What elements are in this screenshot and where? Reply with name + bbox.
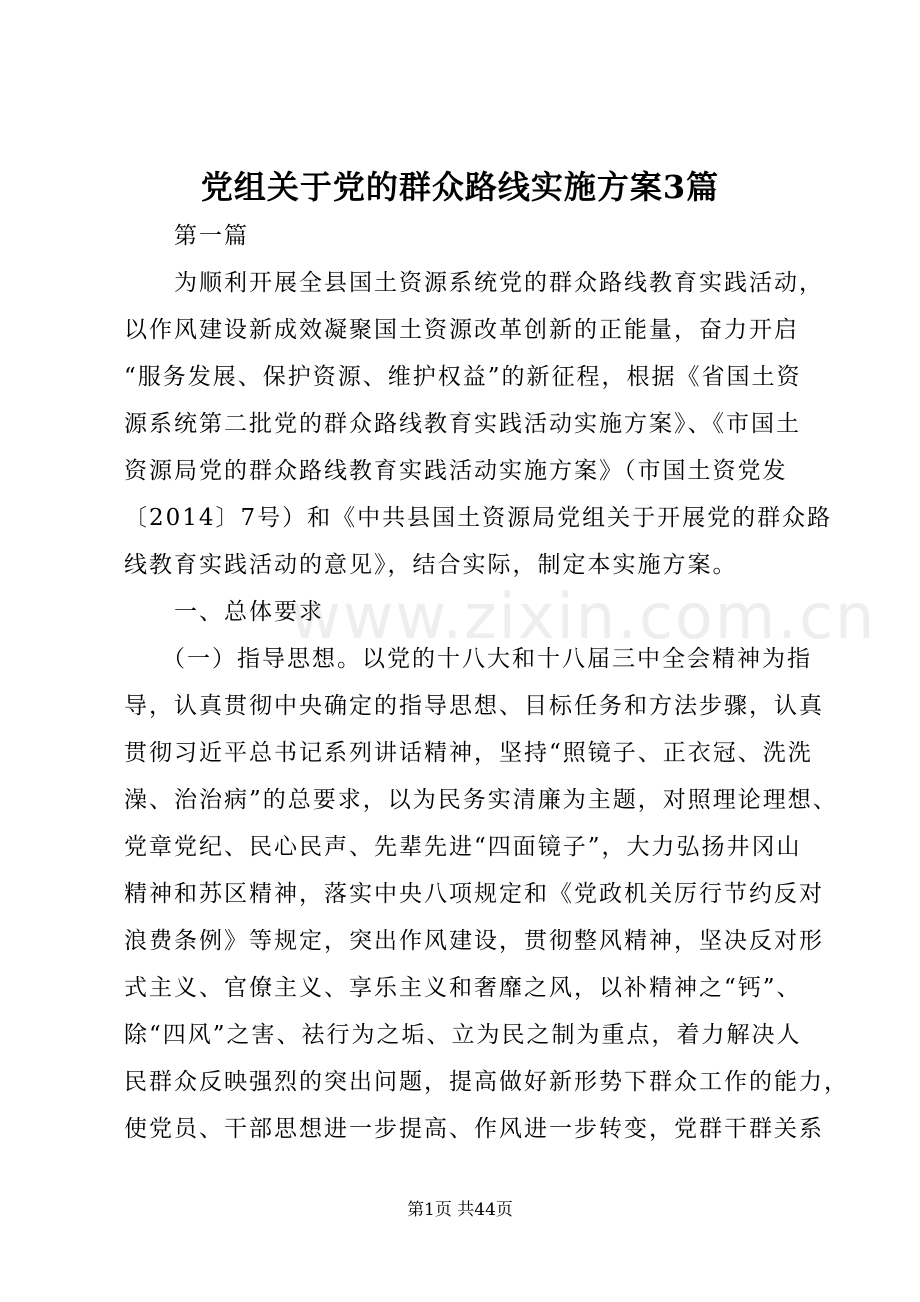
- text-line: 使党员、干部思想进一步提高、作风进一步转变，党群干群关系: [124, 1116, 824, 1142]
- text-line: 除“四风”之害、祛行为之垢、立为民之制为重点，着力解决人: [124, 1022, 802, 1048]
- text-line: 〔2014〕7号）和《中共县国土资源局党组关于开展党的群众路: [124, 505, 833, 531]
- paragraph-guiding-thought: [124, 636, 849, 1153]
- text-line: 民群众反映强烈的突出问题，提高做好新形势下群众工作的能力，: [124, 1069, 849, 1095]
- page-number-footer: 第1页 共44页: [407, 1200, 513, 1220]
- text-line: 为顺利开展全县国土资源系统党的群众路线教育实践活动，: [174, 270, 824, 296]
- text-line: 源系统第二批党的群众路线教育实践活动实施方案》、《市国土: [124, 411, 801, 437]
- text-line: （一）指导思想。以党的十八大和十八届三中全会精神为指: [162, 646, 812, 672]
- document-body: [124, 213, 849, 1153]
- text-line: 式主义、官僚主义、享乐主义和奢靡之风，以补精神之“钙”、: [124, 975, 802, 1001]
- section-heading: 一、总体要求: [174, 599, 324, 625]
- paragraph-intro: [124, 260, 833, 589]
- text-line: 澡、治治病”的总要求，以为民务实清廉为主题，对照理论理想、: [124, 787, 838, 813]
- document-title: 党组关于党的群众路线实施方案3篇: [200, 168, 720, 206]
- text-line: “服务发展、保护资源、维护权益”的新征程，根据《省国土资: [124, 364, 802, 390]
- text-line: 精神和苏区精神，落实中央八项规定和《党政机关厉行节约反对: [124, 881, 824, 907]
- text-line: 线教育实践活动的意见》，结合实际，制定本实施方案。: [124, 552, 738, 578]
- text-line: 资源局党的群众路线教育实践活动实施方案》（市国土资党发: [124, 458, 788, 484]
- section-label: 第一篇: [174, 223, 249, 249]
- text-line: 浪费条例》等规定，突出作风建设，贯彻整风精神，坚决反对形: [124, 928, 824, 954]
- watermark-logo: www.zixin.com.cn: [290, 580, 877, 653]
- text-line: 导，认真贯彻中央确定的指导思想、目标任务和方法步骤，认真: [124, 693, 824, 719]
- text-line: 党章党纪、民心民声、先辈先进“四面镜子”，大力弘扬井冈山: [124, 834, 802, 860]
- text-line: 以作风建设新成效凝聚国土资源改革创新的正能量，奋力开启: [124, 317, 799, 343]
- text-line: 贯彻习近平总书记系列讲话精神，坚持“照镜子、正衣冠、洗洗: [124, 740, 813, 766]
